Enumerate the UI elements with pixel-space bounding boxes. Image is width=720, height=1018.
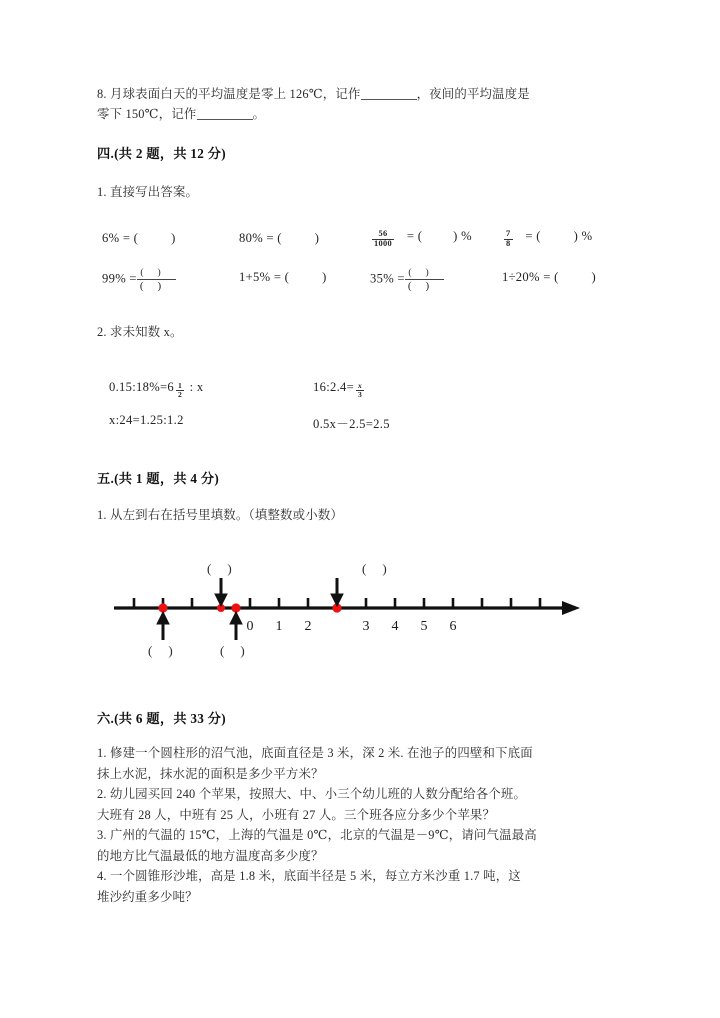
- exercise-56-right: = (: [406, 229, 423, 243]
- section-4-heading: 四.(共 2 题，共 12 分): [97, 146, 226, 161]
- number-line-blank-below-1[interactable]: (): [148, 643, 189, 658]
- section-6-heading: 六.(共 6 题，共 33 分): [97, 711, 226, 726]
- axis-label-4: 4: [391, 619, 399, 634]
- exercise-1-div-20-percent: [502, 270, 596, 285]
- exercise-56-suffix: ) %: [453, 229, 472, 243]
- problem-2-line-2: 大班有 28 人，中班有 25 人，小班有 27 人。三个班各应分多少个苹果？: [97, 807, 496, 822]
- section-6-problems: [97, 743, 627, 907]
- exercise-1-div-20-right: ): [591, 270, 596, 284]
- fraction-denominator: 3: [358, 389, 363, 399]
- answer-blank[interactable]: [361, 87, 417, 100]
- axis-label-6: 6: [449, 619, 457, 634]
- number-line-blank-above-2[interactable]: (): [362, 561, 403, 576]
- exercise-1-plus-5-left: 1+5% = (: [239, 270, 290, 284]
- section-4-q1-prompt: 1. 直接写出答案。: [97, 185, 199, 199]
- question-8-line-1-text-b: ，夜间的平均温度是: [416, 87, 530, 101]
- exercise-1-div-20-left: 1÷20% = (: [502, 270, 559, 284]
- paren-fraction-numerator: (): [408, 268, 443, 278]
- fraction-numerator: x: [358, 380, 363, 390]
- question-8-line-2: [97, 104, 627, 124]
- section-4-q2-prompt: 2. 求未知数 x。: [97, 325, 183, 339]
- question-8-line-2-text-a: 零下 150℃，记作: [97, 107, 197, 121]
- exercise-7-over-8: [502, 229, 592, 248]
- fraction-denominator: 8: [506, 238, 511, 248]
- number-line-blank-below-2[interactable]: (): [220, 643, 261, 658]
- exercise-6-percent: [102, 231, 176, 246]
- paren-fraction-denominator: (): [137, 279, 176, 293]
- section-5-heading: 五.(共 1 题，共 4 分): [97, 471, 220, 486]
- number-line-blank-above-1[interactable]: (): [207, 561, 248, 576]
- question-8-line-1-text-a: 8. 月球表面白天的平均温度是零上 126℃，记作: [97, 87, 361, 101]
- equation-2-prefix: 16:2.4=: [313, 380, 355, 394]
- exercise-7-8-right: = (: [525, 229, 541, 243]
- axis-arrowhead-icon: [562, 601, 580, 615]
- paren-fraction[interactable]: [405, 268, 444, 293]
- axis-label-3: 3: [362, 619, 370, 634]
- paren-fraction[interactable]: [137, 268, 176, 293]
- fraction-denominator: 1000: [374, 238, 392, 248]
- axis-label-5: 5: [420, 619, 428, 634]
- axis-labels: [247, 619, 457, 634]
- arrow-down-2: [331, 578, 343, 606]
- equation-1: [109, 380, 203, 399]
- fraction-numerator: 56: [378, 228, 388, 238]
- axis-label-2: 2: [304, 619, 312, 634]
- fraction-denominator: 2: [178, 389, 183, 399]
- exercise-6-percent-left: 6% = (: [102, 231, 139, 245]
- fraction-numerator: 7: [506, 228, 511, 238]
- number-line-figure: [110, 556, 580, 668]
- fraction-x-3: [356, 382, 364, 399]
- question-8-line-1: [97, 84, 627, 104]
- mixed-fraction-1-2: [176, 382, 184, 399]
- arrows-up: [157, 612, 242, 640]
- answer-blank[interactable]: [197, 107, 253, 120]
- question-8-line-2-text-b: 。: [252, 107, 266, 121]
- exercise-99-percent-left: 99% =: [102, 271, 137, 286]
- paren-fraction-numerator: (): [140, 268, 175, 278]
- exercise-6-percent-right: ): [171, 231, 176, 245]
- problem-1-line-2: 抹上水泥，抹水泥的面积是多少平方米？: [97, 766, 324, 781]
- exercise-56-over-1000: [370, 229, 472, 248]
- question-8: [97, 84, 627, 124]
- equation-2: [313, 380, 366, 399]
- arrow-up-2: [230, 612, 242, 640]
- problem-3-line-1: 3. 广州的气温的 15℃，上海的气温是 0℃，北京的气温是－9℃，请问气温最高: [97, 828, 537, 842]
- exercise-7-8-suffix: ) %: [573, 229, 593, 243]
- exercise-80-percent: [239, 231, 319, 246]
- exercise-35-percent: [370, 268, 444, 293]
- paren-fraction-denominator: (): [405, 279, 444, 293]
- arrow-up-1: [157, 612, 169, 640]
- exercise-1-plus-5-percent: [239, 270, 327, 285]
- equation-1-prefix: 0.15:18%=6: [109, 380, 175, 394]
- equation-4: 0.5x－2.5=2.5: [313, 417, 390, 431]
- exercise-1-plus-5-right: ): [322, 270, 327, 284]
- problem-4-line-2: 堆沙约重多少吨？: [97, 889, 198, 904]
- exercise-99-percent: [102, 268, 176, 293]
- equation-1-suffix: : x: [186, 380, 204, 394]
- exercise-35-percent-left: 35% =: [370, 271, 405, 286]
- problem-2-line-1: 2. 幼儿园买回 240 个苹果，按照大、中、小三个幼儿班的人数分配给各个班。: [97, 787, 527, 801]
- fraction-numerator: 1: [178, 380, 183, 390]
- problem-1-line-1: 1. 修建一个圆柱形的沼气池，底面直径是 3 米，深 2 米. 在池子的四壁和下底面: [97, 746, 533, 760]
- exercise-80-percent-left: 80% = (: [239, 231, 282, 245]
- equation-3: x:24=1.25:1.2: [109, 413, 184, 427]
- fraction-7-8: [504, 230, 513, 249]
- problem-3-line-2: 的地方比气温最低的地方温度高多少度？: [97, 848, 324, 863]
- axis-label-1: 1: [275, 619, 283, 634]
- axis-label-0: 0: [246, 619, 254, 634]
- exercise-80-percent-right: ): [314, 231, 320, 245]
- fraction-56-1000: [372, 230, 394, 249]
- arrow-down-1: [215, 578, 227, 606]
- section-5-q1-prompt: 1. 从左到右在括号里填数。（填整数或小数）: [97, 508, 344, 522]
- problem-4-line-1: 4. 一个圆锥形沙堆，高是 1.8 米，底面半径是 5 米，每立方米沙重 1.7 吨，这: [97, 869, 521, 883]
